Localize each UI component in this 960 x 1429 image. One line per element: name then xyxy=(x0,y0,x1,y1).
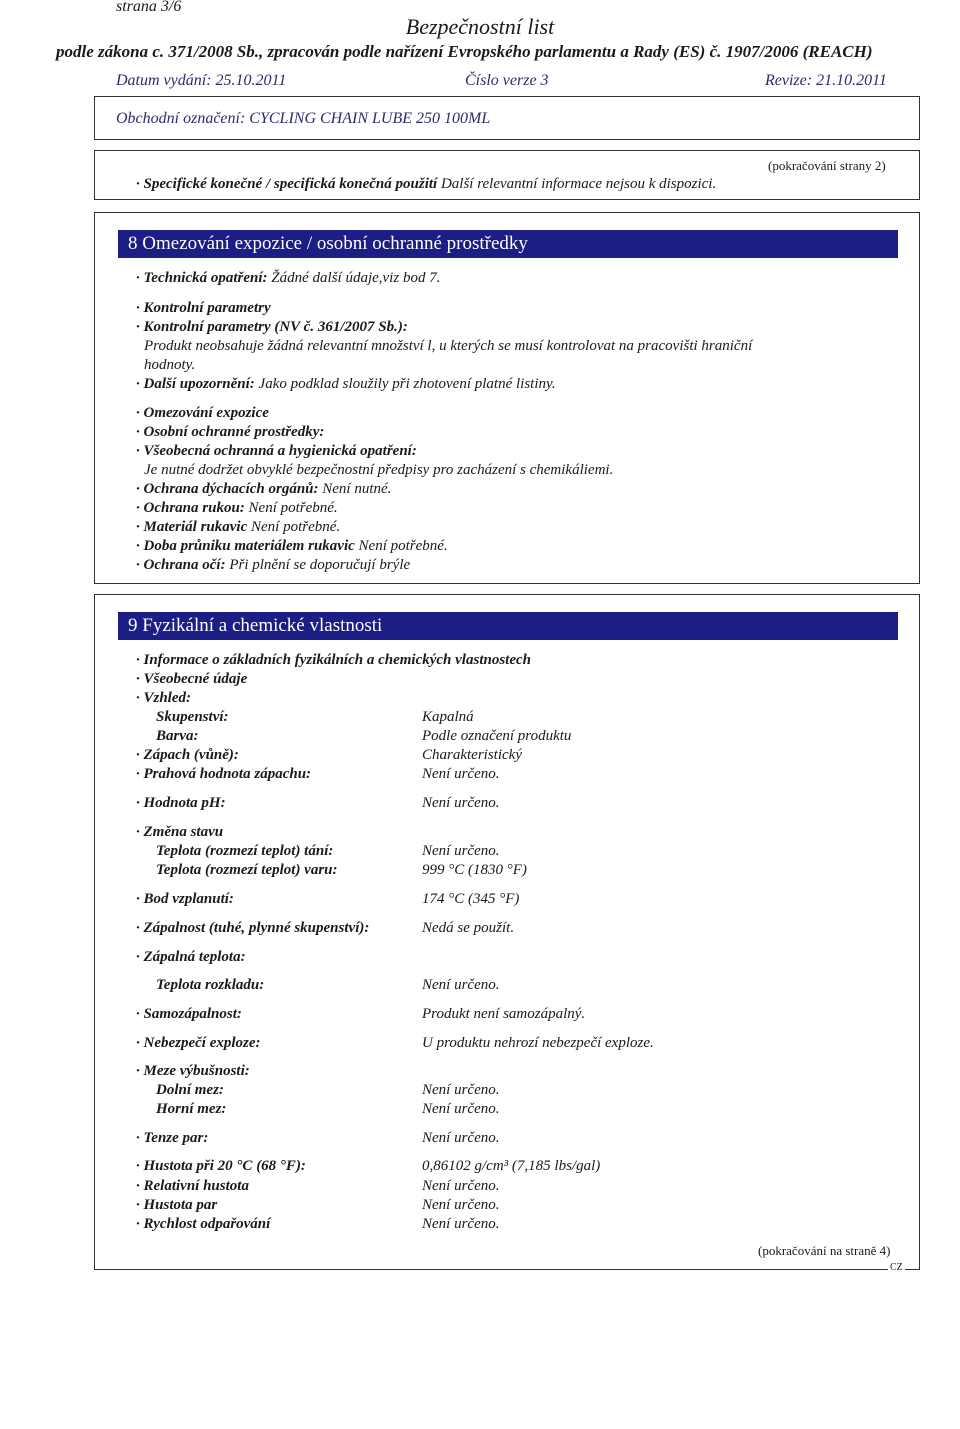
property-label: Teplota rozkladu: xyxy=(156,977,265,993)
control-parameters: · Kontrolní parametry xyxy=(136,300,271,316)
property-value: 174 °C (345 °F) xyxy=(422,891,520,907)
property-value: Není určeno. xyxy=(422,1130,500,1146)
property-value: U produktu nehrozí nebezpečí exploze. xyxy=(422,1035,654,1051)
glove-penetration-time xyxy=(136,538,448,555)
hand-protection-value: Není potřebné. xyxy=(248,500,338,516)
continued-from: (pokračování strany 2) xyxy=(768,158,886,173)
specific-end-use-value: Další relevantní informace nejsou k dispozici. xyxy=(440,176,717,192)
property-label: · Hustota při 20 °C (68 °F): xyxy=(136,1158,306,1174)
property-value: Není určeno. xyxy=(422,843,500,859)
technical-measures xyxy=(136,270,440,287)
continued-on: (pokračování na straně 4) xyxy=(758,1243,891,1258)
further-information-value: Jako podklad sloužily při zhotovení platné listiny. xyxy=(258,376,556,392)
property-value: Není určeno. xyxy=(422,1216,500,1232)
basic-properties-info: · Informace o základních fyzikálních a chemických vlastnostech xyxy=(136,652,531,668)
general-information: · Všeobecné údaje xyxy=(136,671,248,687)
eye-protection xyxy=(136,557,410,574)
property-label: · Prahová hodnota zápachu: xyxy=(136,766,312,782)
property-label: Barva: xyxy=(156,728,199,744)
property-label: Horní mez: xyxy=(156,1101,227,1117)
technical-measures-label: · Technická opatření: xyxy=(136,270,268,286)
glove-material-label: · Materiál rukavic xyxy=(136,519,248,535)
property-value: Není určeno. xyxy=(422,1197,500,1213)
respiratory-protection xyxy=(136,481,391,498)
respiratory-protection-value: Není nutné. xyxy=(322,481,392,497)
property-label: · Zápalnost (tuhé, plynné skupenství): xyxy=(136,920,370,936)
eye-protection-value: Při plnění se doporučují brýle xyxy=(229,557,411,573)
page-number: strana 3/6 xyxy=(116,0,182,15)
section-9-heading: 9 Fyzikální a chemické vlastnosti xyxy=(118,612,898,640)
trade-name: Obchodní označení: CYCLING CHAIN LUBE 250 100ML xyxy=(116,110,491,127)
general-hygiene-text: Je nutné dodržet obvyklé bezpečnostní předpisy pro zacházení s chemikáliemi. xyxy=(144,462,614,478)
property-label: · Hustota par xyxy=(136,1197,218,1213)
property-label: · Nebezpečí exploze: xyxy=(136,1035,261,1051)
further-information-label: · Další upozornění: xyxy=(136,376,255,392)
general-hygiene-label: · Všeobecná ochranná a hygienická opatření: xyxy=(136,443,417,459)
property-value: Není určeno. xyxy=(422,1178,500,1194)
hand-protection-label: · Ochrana rukou: xyxy=(136,500,245,516)
exposure-controls: · Omezování expozice xyxy=(136,405,269,421)
property-label: · Rychlost odpařování xyxy=(136,1216,271,1232)
property-value: Není určeno. xyxy=(422,795,500,811)
property-value: Nedá se použít. xyxy=(422,920,515,936)
section-8-heading: 8 Omezování expozice / osobní ochranné prostředky xyxy=(118,230,898,258)
version-number: Číslo verze 3 xyxy=(465,72,549,89)
property-value: Podle označení produktu xyxy=(422,728,572,744)
glove-material xyxy=(136,519,340,536)
property-label: Teplota (rozmezí teplot) varu: xyxy=(156,862,338,878)
property-value: 999 °C (1830 °F) xyxy=(422,862,527,878)
property-value: Není určeno. xyxy=(422,977,500,993)
further-information xyxy=(136,376,556,393)
property-value: 0,86102 g/cm³ (7,185 lbs/gal) xyxy=(422,1158,601,1174)
property-label: Dolní mez: xyxy=(156,1082,224,1098)
glove-penetration-time-label: · Doba průniku materiálem rukavic xyxy=(136,538,355,554)
property-value: Není určeno. xyxy=(422,1101,500,1117)
property-label: Teplota (rozmezí teplot) tání: xyxy=(156,843,334,859)
property-label: · Hodnota pH: xyxy=(136,795,226,811)
property-label: · Změna stavu xyxy=(136,824,224,840)
revision-date: Revize: 21.10.2011 xyxy=(765,72,887,89)
respiratory-protection-label: · Ochrana dýchacích orgánů: xyxy=(136,481,319,497)
property-label: · Meze výbušnosti: xyxy=(136,1063,250,1079)
eye-protection-label: · Ochrana očí: xyxy=(136,557,226,573)
property-value: Kapalná xyxy=(422,709,474,725)
hand-protection xyxy=(136,500,338,517)
property-label: · Samozápalnost: xyxy=(136,1006,242,1022)
glove-material-value: Není potřebné. xyxy=(251,519,341,535)
property-value: Není určeno. xyxy=(422,766,500,782)
specific-end-use xyxy=(136,176,716,193)
property-value: Produkt není samozápalný. xyxy=(422,1006,586,1022)
property-label: · Zápalná teplota: xyxy=(136,949,246,965)
property-label: · Bod vzplanutí: xyxy=(136,891,234,907)
issue-date: Datum vydání: 25.10.2011 xyxy=(116,72,287,89)
specific-end-use-label: · Specifické konečné / specifická konečná použití xyxy=(136,176,438,192)
control-text-line-2: hodnoty. xyxy=(144,357,196,373)
document-title: Bezpečnostní list xyxy=(405,14,555,39)
property-label: · Relativní hustota xyxy=(136,1178,249,1194)
technical-measures-value: Žádné další údaje,viz bod 7. xyxy=(271,270,441,286)
legal-basis: podle zákona c. 371/2008 Sb., zpracován podle nařízení Evropského parlamentu a Rady (ES) č. 1907/2006 (REACH) xyxy=(56,42,873,61)
property-label: · Zápach (vůně): xyxy=(136,747,239,763)
property-value: Charakteristický xyxy=(422,747,522,763)
property-label: · Tenze par: xyxy=(136,1130,209,1146)
language-code: CZ xyxy=(890,1262,903,1273)
control-text-line-1: Produkt neobsahuje žádná relevantní množství l, u kterých se musí kontrolovat na pracovišti hraniční xyxy=(144,338,753,354)
appearance: · Vzhled: xyxy=(136,690,192,706)
personal-protective-equipment: · Osobní ochranné prostředky: xyxy=(136,424,325,440)
glove-penetration-time-value: Není potřebné. xyxy=(358,538,448,554)
property-value: Není určeno. xyxy=(422,1082,500,1098)
property-label: Skupenství: xyxy=(156,709,229,725)
control-parameters-nv: · Kontrolní parametry (NV č. 361/2007 Sb.): xyxy=(136,319,408,335)
